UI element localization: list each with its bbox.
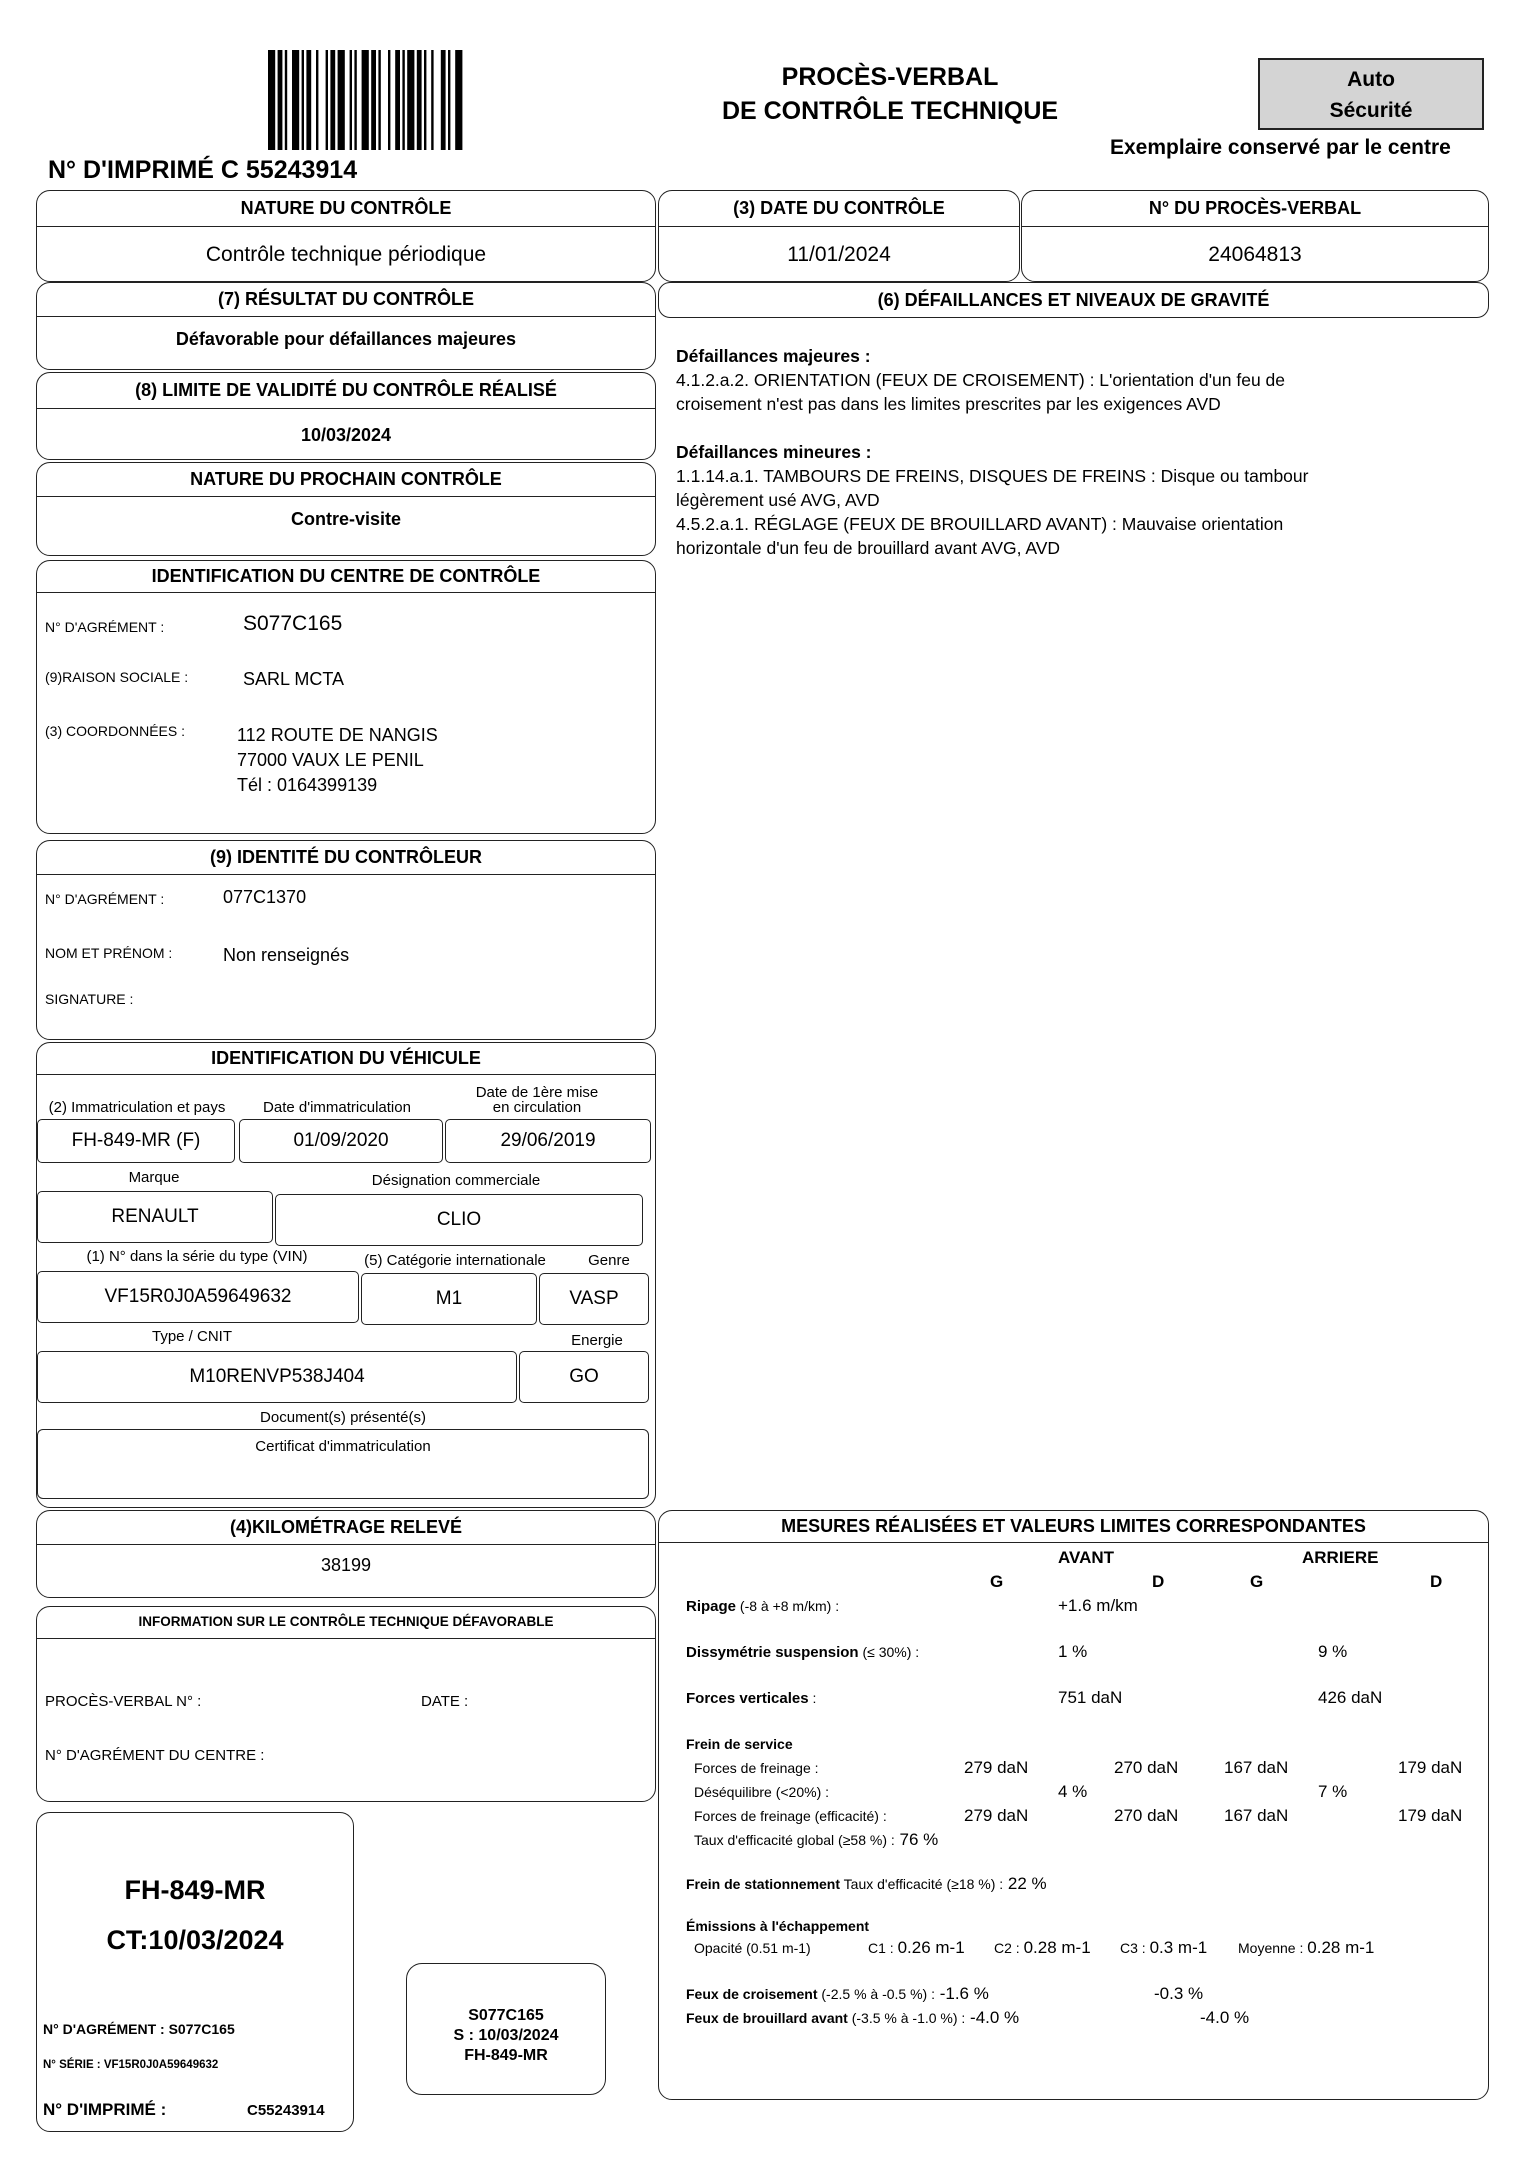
forces-v-label: Forces verticales <box>686 1690 809 1707</box>
docs-label: Document(s) présenté(s) <box>260 1409 426 1426</box>
immat-label: (2) Immatriculation et pays <box>48 1099 226 1116</box>
stamp-box <box>406 1963 606 2095</box>
moyenne-value: 0.28 m-1 <box>1307 1938 1375 1957</box>
centre-raison-value: SARL MCTA <box>243 669 345 689</box>
controleur-box <box>36 840 656 1040</box>
limite-validite-value: 10/03/2024 <box>300 425 392 445</box>
nature-controle-box <box>36 190 656 282</box>
barcode-bar <box>371 50 376 150</box>
controleur-nom-label: NOM ET PRÉNOM : <box>45 945 173 961</box>
mineures-title: Défaillances mineures : <box>676 442 872 462</box>
mesures-content <box>658 1510 1489 2100</box>
barcode-bar <box>354 50 356 150</box>
frein-service-label: Frein de service <box>686 1736 793 1752</box>
croisement-row <box>686 1984 989 2004</box>
defaillances-title: (6) DÉFAILLANCES ET NIVEAUX DE GRAVITÉ <box>877 290 1270 310</box>
stamp-line: FH-849-MR <box>464 2047 548 2064</box>
vignette-serie: N° SÉRIE : VF15R0J0A59649632 <box>43 2059 219 2071</box>
immat-value: FH-849-MR (F) <box>37 1119 235 1163</box>
dissym-limit: (≤ 30%) : <box>858 1644 920 1660</box>
deseq-av-value: 4 % <box>1058 1782 1088 1801</box>
docs-value: Certificat d'immatriculation <box>255 1438 431 1455</box>
defaillances-content <box>676 344 1476 560</box>
croisement-d-value: -0.3 % <box>1154 1984 1204 2003</box>
nature-controle-value: Contrôle technique périodique <box>205 243 487 266</box>
taux-row <box>694 1830 938 1850</box>
brand-box <box>1258 58 1484 130</box>
barcode-bar <box>306 50 311 150</box>
centre-coord-line: 112 ROUTE DE NANGIS <box>237 725 438 745</box>
vin-label: (1) N° dans la série du type (VIN) <box>86 1248 308 1265</box>
avant-header: AVANT <box>1058 1548 1115 1567</box>
vignette-ct: CT:10/03/2024 <box>106 1925 284 1955</box>
deseq-ar-value: 7 % <box>1318 1782 1348 1801</box>
barcode-bar <box>330 50 335 150</box>
ffe-ard-value: 179 daN <box>1398 1806 1463 1825</box>
vehicule-title: IDENTIFICATION DU VÉHICULE <box>37 1043 655 1075</box>
imprime-number: N° D'IMPRIMÉ C 55243914 <box>48 156 358 184</box>
c1-row <box>868 1938 965 1958</box>
ff-label: Forces de freinage : <box>694 1760 819 1776</box>
ffe-label: Forces de freinage (efficacité) : <box>694 1808 887 1824</box>
barcode <box>268 50 520 150</box>
premiere-label-line: Date de 1ère mise <box>475 1084 599 1101</box>
croisement-label: Feux de croisement <box>686 1986 818 2002</box>
controleur-signature-label: SIGNATURE : <box>45 991 134 1007</box>
vignette-plate: FH-849-MR <box>124 1875 266 1905</box>
ff-avg-value: 279 daN <box>964 1758 1029 1777</box>
barcode-bar <box>378 50 380 150</box>
taux-value: 76 % <box>894 1830 939 1849</box>
deseq-label: Déséquilibre (<20%) : <box>694 1784 830 1800</box>
barcode-bar <box>350 50 352 150</box>
prochain-controle-value: Contre-visite <box>290 509 402 529</box>
c2-row <box>994 1938 1091 1958</box>
forces-v-colon: : <box>808 1690 817 1706</box>
ff-ard-value: 179 daN <box>1398 1758 1463 1777</box>
type-label: Type / CNIT <box>151 1328 233 1345</box>
brouillard-g-value: -4.0 % <box>965 2008 1020 2027</box>
stationnement-row <box>686 1874 1047 1894</box>
vin-value: VF15R0J0A59649632 <box>37 1271 359 1323</box>
barcode-bar <box>407 50 414 150</box>
arriere-header: ARRIERE <box>1302 1548 1379 1567</box>
copy-note: Exemplaire conservé par le centre <box>1110 136 1451 159</box>
emissions-row <box>694 1940 811 1958</box>
defaillances-box <box>658 282 1489 318</box>
brouillard-row <box>686 2008 1019 2028</box>
ffe-avd-value: 270 daN <box>1114 1806 1179 1825</box>
controleur-nom-value: Non renseignés <box>223 945 350 965</box>
c3-label: C3 : <box>1120 1940 1150 1956</box>
ffe-arg-value: 167 daN <box>1224 1806 1289 1825</box>
date-controle-value: 11/01/2024 <box>787 243 891 266</box>
nature-controle-title: NATURE DU CONTRÔLE <box>37 191 655 227</box>
date-controle-title: (3) DATE DU CONTRÔLE <box>659 191 1019 227</box>
majeures-title: Défaillances majeures : <box>676 346 871 366</box>
genre-label: Genre <box>588 1252 630 1269</box>
marque-label: Marque <box>128 1169 180 1186</box>
dissym-row <box>686 1644 919 1662</box>
barcode-bar <box>316 50 318 150</box>
opacite-label: Opacité (0.51 m-1) <box>694 1940 811 1956</box>
resultat-value: Défavorable pour défaillances majeures <box>175 329 517 349</box>
avant-g-header: G <box>990 1572 1004 1591</box>
controleur-title: (9) IDENTITÉ DU CONTRÔLEUR <box>37 841 655 875</box>
limite-validite-box <box>36 372 656 460</box>
barcode-bar <box>302 50 304 150</box>
croisement-g-value: -1.6 % <box>934 1984 989 2003</box>
c3-row <box>1120 1938 1207 1958</box>
categorie-value: M1 <box>361 1273 537 1325</box>
info-pv-label: PROCÈS-VERBAL N° : <box>45 1693 202 1710</box>
dissym-label: Dissymétrie suspension <box>686 1644 859 1661</box>
centre-raison-label: (9)RAISON SOCIALE : <box>45 669 189 685</box>
c3-value: 0.3 m-1 <box>1149 1938 1208 1957</box>
brouillard-limit: (-3.5 % à -1.0 %) : <box>847 2010 966 2026</box>
energie-value: GO <box>519 1351 649 1403</box>
barcode-bar <box>441 50 446 150</box>
categorie-label: (5) Catégorie internationale <box>364 1252 546 1269</box>
vignette-agrement: N° D'AGRÉMENT : S077C165 <box>43 2021 235 2037</box>
controleur-agrement-label: N° D'AGRÉMENT : <box>45 891 165 907</box>
barcode-bar <box>326 50 328 150</box>
moyenne-row <box>1238 1938 1374 1958</box>
date-controle-box <box>658 190 1020 282</box>
km-box <box>36 1510 656 1598</box>
pv-number-box <box>1021 190 1489 282</box>
controleur-agrement-value: 077C1370 <box>223 887 307 907</box>
barcode-bar <box>338 50 345 150</box>
barcode-bar <box>455 50 462 150</box>
info-date-label: DATE : <box>421 1693 469 1710</box>
centre-coord-value <box>237 723 438 798</box>
resultat-title: (7) RÉSULTAT DU CONTRÔLE <box>37 283 655 317</box>
title-line-1: PROCÈS-VERBAL <box>781 63 999 91</box>
barcode-bar <box>431 50 433 150</box>
vignette-imprime-label: N° D'IMPRIMÉ : <box>43 2100 167 2119</box>
centre-agrement-value: S077C165 <box>243 612 343 635</box>
dissym-ar-value: 9 % <box>1318 1642 1348 1661</box>
brouillard-label: Feux de brouillard avant <box>686 2010 848 2026</box>
avant-d-header: D <box>1152 1572 1165 1591</box>
ff-arg-value: 167 daN <box>1224 1758 1289 1777</box>
date-immat-value: 01/09/2020 <box>239 1119 443 1163</box>
stationnement-label: Frein de stationnement <box>686 1876 841 1892</box>
km-value: 38199 <box>320 1555 372 1575</box>
forces-v-ar-value: 426 daN <box>1318 1688 1383 1707</box>
info-agrement-label: N° D'AGRÉMENT DU CENTRE : <box>45 1747 265 1764</box>
stamp-line: S077C165 <box>468 2007 544 2024</box>
stationnement-value: 22 % <box>1003 1874 1047 1893</box>
c2-value: 0.28 m-1 <box>1023 1938 1091 1957</box>
centre-title: IDENTIFICATION DU CENTRE DE CONTRÔLE <box>37 561 655 593</box>
barcode-bar <box>417 50 422 150</box>
mesures-title: MESURES RÉALISÉES ET VALEURS LIMITES CORRESPONDANTES <box>659 1511 1488 1543</box>
vignette-imprime-value: C55243914 <box>247 2102 325 2119</box>
forces-v-row <box>686 1690 816 1708</box>
barcode-bar <box>285 50 287 150</box>
barcode-bar <box>292 50 299 150</box>
c2-label: C2 : <box>994 1940 1024 1956</box>
dissym-av-value: 1 % <box>1058 1642 1088 1661</box>
majeure-item-line: croisement n'est pas dans les limites prescrites par les exigences AVD <box>676 394 1221 414</box>
barcode-bar <box>395 50 400 150</box>
premiere-circulation-value: 29/06/2019 <box>445 1119 651 1163</box>
moyenne-label: Moyenne : <box>1238 1940 1308 1956</box>
info-defav-title: INFORMATION SUR LE CONTRÔLE TECHNIQUE DÉFAVORABLE <box>37 1607 655 1639</box>
barcode-bar <box>278 50 283 150</box>
stamp-line: S : 10/03/2024 <box>453 2027 559 2044</box>
majeure-item-line: 4.1.2.a.2. ORIENTATION (FEUX DE CROISEMENT) : L'orientation d'un feu de <box>676 370 1286 390</box>
ffe-avg-value: 279 daN <box>964 1806 1029 1825</box>
ripage-limit: (-8 à +8 m/km) : <box>736 1598 840 1614</box>
arriere-g-header: G <box>1250 1572 1264 1591</box>
document-title <box>680 60 1100 128</box>
ripage-label: Ripage <box>686 1598 737 1615</box>
croisement-limit: (-2.5 % à -0.5 %) : <box>817 1986 935 2002</box>
pv-number-title: N° DU PROCÈS-VERBAL <box>1022 191 1488 227</box>
barcode-bar <box>424 50 426 150</box>
centre-agrement-label: N° D'AGRÉMENT : <box>45 619 165 635</box>
arriere-d-header: D <box>1430 1572 1443 1591</box>
designation-value: CLIO <box>275 1194 643 1246</box>
centre-box <box>36 560 656 834</box>
mineure-item-line: 4.5.2.a.1. RÉGLAGE (FEUX DE BROUILLARD AVANT) : Mauvaise orientation <box>676 514 1284 534</box>
barcode-bar <box>362 50 369 150</box>
stationnement-text: Taux d'efficacité (≥18 %) : <box>840 1876 1004 1892</box>
title-line-2: DE CONTRÔLE TECHNIQUE <box>721 97 1059 125</box>
info-defav-box <box>36 1606 656 1802</box>
c1-value: 0.26 m-1 <box>897 1938 965 1957</box>
brand-line-2: Sécurité <box>1329 99 1413 122</box>
designation-label: Désignation commerciale <box>371 1172 541 1189</box>
resultat-box <box>36 282 656 370</box>
emissions-label: Émissions à l'échappement <box>686 1918 870 1934</box>
premiere-label-line: en circulation <box>492 1099 582 1116</box>
vignette-box <box>36 1812 354 2132</box>
limite-validite-title: (8) LIMITE DE VALIDITÉ DU CONTRÔLE RÉALISÉ <box>37 373 655 409</box>
forces-v-av-value: 751 daN <box>1058 1688 1123 1707</box>
premiere-circulation-label <box>437 1085 637 1115</box>
genre-value: VASP <box>539 1273 649 1325</box>
mineure-item-line: horizontale d'un feu de brouillard avant AVG, AVD <box>676 538 1061 558</box>
km-title: (4)KILOMÉTRAGE RELEVÉ <box>37 1511 655 1545</box>
mineure-item-line: légèrement usé AVG, AVD <box>676 490 880 510</box>
brouillard-d-value: -4.0 % <box>1200 2008 1250 2027</box>
centre-coord-label: (3) COORDONNÉES : <box>45 723 186 739</box>
ripage-row <box>686 1598 839 1616</box>
centre-coord-line: 77000 VAUX LE PENIL <box>237 750 424 770</box>
barcode-bar <box>388 50 390 150</box>
ff-avd-value: 270 daN <box>1114 1758 1179 1777</box>
docs-box <box>37 1429 649 1499</box>
barcode-bar <box>402 50 404 150</box>
energie-label: Energie <box>571 1332 623 1349</box>
centre-coord-line: Tél : 0164399139 <box>237 775 378 795</box>
mineure-item-line: 1.1.14.a.1. TAMBOURS DE FREINS, DISQUES DE FREINS : Disque ou tambour <box>676 466 1309 486</box>
type-value: M10RENVP538J404 <box>37 1351 517 1403</box>
c1-label: C1 : <box>868 1940 898 1956</box>
stamp-content <box>407 2006 605 2066</box>
date-immat-label: Date d'immatriculation <box>263 1099 411 1116</box>
brand-line-1: Auto <box>1347 68 1395 91</box>
marque-value: RENAULT <box>37 1191 273 1243</box>
taux-label: Taux d'efficacité global (≥58 %) : <box>694 1832 895 1848</box>
ripage-value: +1.6 m/km <box>1058 1596 1138 1615</box>
barcode-bar <box>448 50 450 150</box>
pv-number-value: 24064813 <box>1208 243 1302 266</box>
prochain-controle-box <box>36 462 656 556</box>
barcode-bar <box>268 50 275 150</box>
prochain-controle-title: NATURE DU PROCHAIN CONTRÔLE <box>37 463 655 497</box>
vehicule-box <box>36 1042 656 1508</box>
